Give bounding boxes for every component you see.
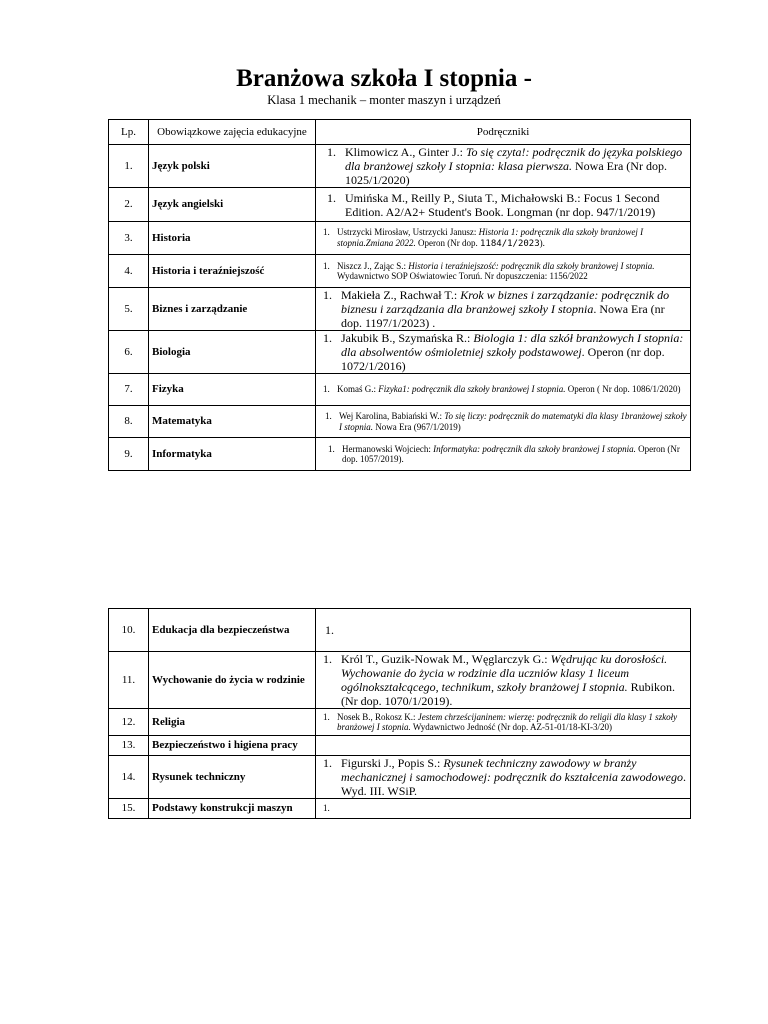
textbook-table xyxy=(108,119,691,471)
textbook-publisher: Operon ( Nr dop. 1086/1/2020) xyxy=(565,384,681,395)
textbook-publisher: Wydawnictwo SOP Oświatowiec Toruń. Nr dopuszczenia: 1156/2022 xyxy=(337,271,588,281)
textbook-cell xyxy=(316,374,691,406)
table-row xyxy=(109,709,691,736)
textbook-publisher: . Nowa Era (nr dop. 1197/1/2023) . xyxy=(341,302,665,330)
row-number: 10. xyxy=(109,609,149,652)
textbook-authors: Jakubik B., Szymańska R.: xyxy=(341,331,474,345)
textbook-publisher: Wydawnictwo Jedność (Nr dop. AZ-51-01/18-KI-3/20) xyxy=(410,722,613,732)
textbook-entry xyxy=(337,384,687,395)
textbook-entry xyxy=(337,227,687,249)
row-number: 2. xyxy=(109,188,149,222)
subject-name: Wychowanie do życia w rodzinie xyxy=(149,652,316,709)
header-books: Podręczniki xyxy=(316,120,691,145)
row-number: 6. xyxy=(109,331,149,374)
textbook-publisher: Operon (Nr dop. xyxy=(415,237,481,248)
textbook-entry xyxy=(342,444,687,465)
textbook-entry xyxy=(337,712,687,733)
textbook-cell xyxy=(316,756,691,799)
table-row xyxy=(109,222,691,255)
textbook-publisher: . Operon (nr dop. 1072/1/2016) xyxy=(341,345,665,373)
textbook-title: Fizyka1: podręcznik dla szkoły branżowej I stopnia. xyxy=(378,384,566,395)
textbook-title: To się liczy: podręcznik do matematyki dla klasy 1branżowej szkoły I stopnia. xyxy=(339,411,687,432)
row-number: 15. xyxy=(109,799,149,819)
textbook-title: Historia 1: podręcznik dla szkoły branżowej I stopnia.Zmiana 2022. xyxy=(337,227,644,248)
table-row xyxy=(109,438,691,471)
row-number: 4. xyxy=(109,255,149,288)
table-row xyxy=(109,406,691,438)
textbook-authors: Komaś G.: xyxy=(337,384,379,395)
textbook-title: Rysunek techniczny zawodowy w branży mechanicznej i samochodowej: podręcznik do kształcenia zawodowego xyxy=(341,756,683,784)
textbook-title: Biologia 1: dla szkół branżowych I stopnia: dla absolwentów ośmioletniej szkoły podstawowej xyxy=(341,331,684,359)
list-number: 1. xyxy=(327,190,336,205)
table-row xyxy=(109,736,691,756)
list-number: 1. xyxy=(328,443,335,454)
subject-name: Język angielski xyxy=(149,188,316,222)
header-lp: Lp. xyxy=(109,120,149,145)
textbook-title: Informatyka: podręcznik dla szkoły branżowej I stopnia. xyxy=(433,443,636,454)
textbook-entry xyxy=(341,652,687,708)
textbook-cell xyxy=(316,709,691,736)
textbook-publisher: Nowa Era (967/1/2019) xyxy=(373,421,461,432)
textbook-cell xyxy=(316,222,691,255)
row-number: 13. xyxy=(109,736,149,756)
table-row xyxy=(109,255,691,288)
textbook-authors: Wej Karolina, Babiański W.: xyxy=(339,411,445,421)
list-number: 1. xyxy=(323,803,330,814)
table-row xyxy=(109,145,691,188)
textbook-tail: ). xyxy=(539,237,545,248)
row-number: 5. xyxy=(109,288,149,331)
textbook-entry xyxy=(341,756,687,798)
textbook-cell xyxy=(316,609,691,652)
subject-name: Biologia xyxy=(149,331,316,374)
textbook-authors: Hermanowski Wojciech: xyxy=(342,443,434,454)
textbook-entry xyxy=(341,288,687,330)
row-number: 3. xyxy=(109,222,149,255)
row-number: 12. xyxy=(109,709,149,736)
textbook-title: Wędrując ku dorosłości. Wychowanie do życia w rodzinie dla uczniów klasy 1 liceum ogólnokształcącego, technikum, szkoły branżowej I stopnia. xyxy=(341,652,668,694)
list-number: 1. xyxy=(327,145,336,159)
textbook-cell xyxy=(316,188,691,222)
table-row xyxy=(109,288,691,331)
row-number: 14. xyxy=(109,756,149,799)
textbook-cell xyxy=(316,406,691,438)
textbook-publisher: Nowa Era (Nr dop. 1025/1/2020) xyxy=(345,159,667,187)
textbook-authors: Ustrzycki Mirosław, Ustrzycki Janusz: xyxy=(337,227,479,237)
textbook-cell xyxy=(316,736,691,756)
document-subtitle: Klasa 1 mechanik – monter maszyn i urządzeń xyxy=(267,93,501,107)
textbook-authors: Klimowicz A., Ginter J.: xyxy=(345,145,466,159)
textbook-publisher: . Wyd. III. WSiP. xyxy=(341,770,686,798)
textbook-authors: Figurski J., Popis S.: xyxy=(341,756,444,770)
table-row xyxy=(109,652,691,709)
textbook-title: Krok w biznes i zarządzanie: podręcznik do biznesu i zarządzania dla branżowej szkoły I stopnia xyxy=(341,288,670,316)
table-row xyxy=(109,374,691,406)
subject-name: Bezpieczeństwo i higiena pracy xyxy=(149,736,316,756)
textbook-entry xyxy=(345,191,687,219)
textbook-title: To się czyta!: podręcznik do języka polskiego dla branżowej szkoły I stopnia: klasa pierwsza. xyxy=(345,145,683,173)
textbook-authors: Umińska M., Reilly P., Siuta T., Michałowski B.: Focus 1 Second Edition. A2/A2+ Student's Book. Longman (nr dop. 947/1/2019) xyxy=(345,190,660,219)
textbook-entry xyxy=(345,145,687,187)
table-row xyxy=(109,609,691,652)
row-number: 9. xyxy=(109,438,149,471)
list-number: 1. xyxy=(323,227,330,237)
subject-name: Edukacja dla bezpieczeństwa xyxy=(149,609,316,652)
document-title: Branżowa szkoła I stopnia - xyxy=(236,65,532,92)
row-number: 1. xyxy=(109,145,149,188)
textbook-title: Jestem chrześcijaninem: wierzę: podręcznik do religii dla klasy 1 szkoły branżowej I stopnia. xyxy=(337,711,678,732)
textbook-cell xyxy=(316,145,691,188)
table-header-row xyxy=(109,120,691,145)
table-row xyxy=(109,799,691,819)
textbook-authors: Makieła Z., Rachwał T.: xyxy=(341,288,461,302)
subject-name: Podstawy konstrukcji maszyn xyxy=(149,799,316,819)
table-row xyxy=(109,756,691,799)
row-number: 7. xyxy=(109,374,149,406)
textbook-authors: Nosek B., Rokosz K.: xyxy=(337,711,418,722)
table-row xyxy=(109,188,691,222)
textbook-entry xyxy=(341,331,687,373)
textbook-cell xyxy=(316,799,691,819)
row-number: 11. xyxy=(109,652,149,709)
textbook-cell xyxy=(316,652,691,709)
textbook-entry xyxy=(337,803,687,814)
subject-name: Historia i teraźniejszość xyxy=(149,255,316,288)
textbook-entry xyxy=(339,411,687,432)
textbook-cell xyxy=(316,331,691,374)
list-number: 1. xyxy=(323,652,332,666)
subject-name: Fizyka xyxy=(149,374,316,406)
textbook-authors: Niszcz J., Zając S.: xyxy=(337,260,409,271)
subject-name: Informatyka xyxy=(149,438,316,471)
subject-name: Religia xyxy=(149,709,316,736)
subject-name: Biznes i zarządzanie xyxy=(149,288,316,331)
textbook-cell xyxy=(316,288,691,331)
textbook-table-continued xyxy=(108,608,691,819)
textbook-authors: Król T., Guzik-Nowak M., Węglarczyk G.: xyxy=(341,652,551,666)
textbook-publisher: Operon (Nr dop. 1057/2019). xyxy=(342,443,680,464)
table-row xyxy=(109,331,691,374)
textbook-approval-code: 1184/1/2023 xyxy=(480,238,540,249)
list-number: 1. xyxy=(325,411,332,421)
list-number: 1. xyxy=(323,288,332,302)
header-subject: Obowiązkowe zajęcia edukacyjne xyxy=(149,120,316,145)
list-number: 1. xyxy=(325,623,334,637)
subject-name: Rysunek techniczny xyxy=(149,756,316,799)
subject-name: Matematyka xyxy=(149,406,316,438)
textbook-entry xyxy=(343,623,687,637)
list-number: 1. xyxy=(323,260,330,271)
textbook-cell xyxy=(316,255,691,288)
subject-name: Historia xyxy=(149,222,316,255)
subject-name: Język polski xyxy=(149,145,316,188)
list-number: 1. xyxy=(323,711,330,722)
textbook-cell xyxy=(316,438,691,471)
list-number: 1. xyxy=(323,331,332,345)
list-number: 1. xyxy=(323,384,330,395)
textbook-title: Historia i teraźniejszość: podręcznik dla szkoły branżowej I stopnia. xyxy=(408,260,655,271)
row-number: 8. xyxy=(109,406,149,438)
list-number: 1. xyxy=(323,756,332,770)
textbook-entry xyxy=(337,261,687,282)
textbook-publisher: Rubikon. (Nr dop. 1070/1/2019). xyxy=(341,680,675,708)
